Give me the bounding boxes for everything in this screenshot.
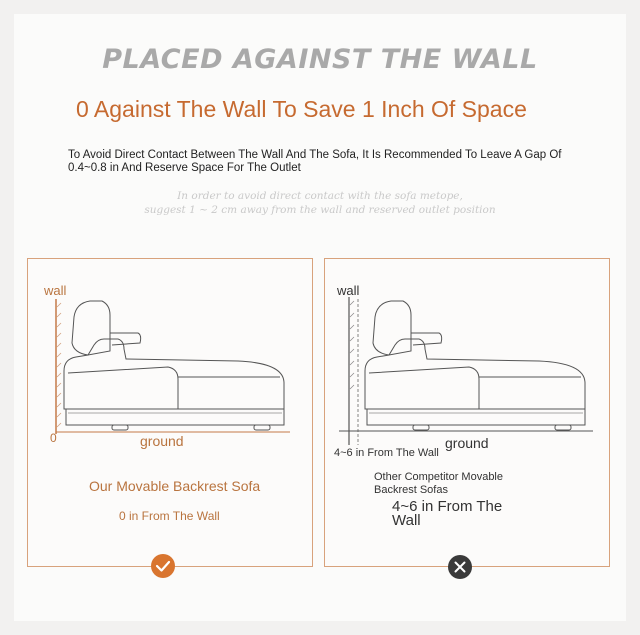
left-zero-label: 0 — [50, 431, 57, 445]
check-badge — [151, 554, 175, 578]
x-icon — [448, 555, 472, 579]
faded-note-line1: In order to avoid direct contact with the sofa metope, — [177, 190, 463, 202]
right-panel-value: 4~6 in From The Wall — [392, 498, 503, 529]
right-wall-label: wall — [337, 283, 360, 298]
x-badge — [448, 555, 472, 579]
description: To Avoid Direct Contact Between The Wall And The Sofa, It Is Recommended To Leave A Gap Of 0.4~0.8 in And Reserve Space For The Outlet — [68, 149, 562, 174]
left-comparison-panel — [27, 258, 313, 567]
faded-note — [0, 189, 640, 217]
left-panel-title: Our Movable Backrest Sofa — [89, 478, 261, 494]
right-panel-title: Other Competitor Movable Backrest Sofas — [374, 471, 503, 496]
left-ground-label: ground — [140, 433, 184, 449]
left-wall-label: wall — [44, 283, 67, 298]
headline: PLACED AGAINST THE WALL — [102, 44, 538, 75]
right-comparison-panel — [324, 258, 610, 567]
right-gap-label: 4~6 in From The Wall — [334, 447, 439, 459]
faded-note-line2: suggest 1 ~ 2 cm away from the wall and reserved outlet position — [144, 204, 496, 216]
left-panel-value: 0 in From The Wall — [119, 509, 220, 523]
subheadline: 0 Against The Wall To Save 1 Inch Of Space — [76, 96, 527, 122]
right-ground-label: ground — [445, 435, 489, 451]
check-icon — [151, 554, 175, 578]
